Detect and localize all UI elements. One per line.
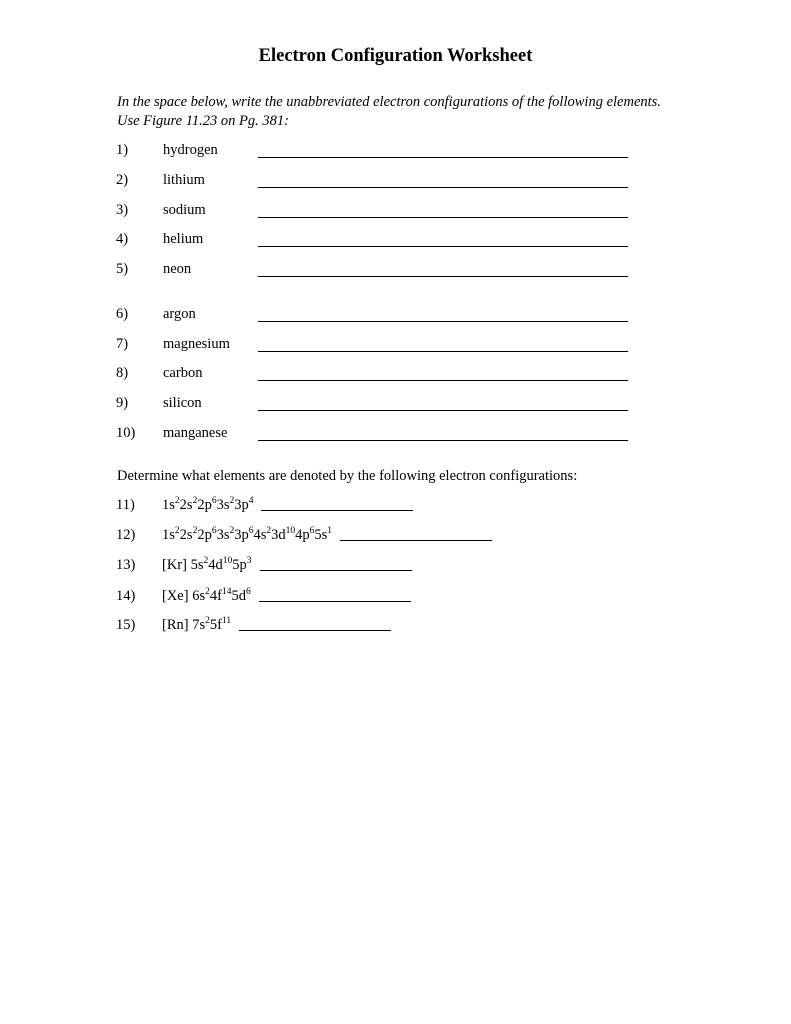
item-number: 8) (116, 365, 129, 381)
configuration-row (0, 557, 791, 579)
configuration-row (0, 527, 791, 549)
worksheet-title: Electron Configuration Worksheet (258, 46, 533, 66)
element-name: lithium (163, 172, 205, 188)
item-number: 4) (116, 231, 129, 247)
item-number: 3) (116, 202, 129, 218)
answer-line[interactable] (260, 570, 412, 571)
element-name: hydrogen (163, 142, 218, 158)
element-row (0, 306, 791, 328)
element-row (0, 231, 791, 253)
element-name: carbon (163, 365, 203, 381)
answer-line[interactable] (239, 630, 391, 631)
element-row (0, 142, 791, 164)
item-number: 6) (116, 306, 129, 322)
section2-heading: Determine what elements are denoted by the following electron configurations: (117, 468, 578, 484)
item-number: 1) (116, 142, 129, 158)
answer-line[interactable] (258, 246, 628, 247)
electron-configuration (162, 617, 391, 634)
element-row (0, 336, 791, 358)
answer-line[interactable] (258, 410, 628, 411)
item-number: 13) (116, 557, 136, 573)
configuration-row (0, 617, 791, 639)
element-row (0, 425, 791, 447)
element-name: neon (163, 261, 192, 277)
item-number: 5) (116, 261, 129, 277)
element-row (0, 365, 791, 387)
element-row (0, 172, 791, 194)
element-name: silicon (163, 395, 202, 411)
configuration-text: [Xe] $6s^24f^{14}5d^6$ (162, 587, 251, 604)
item-number: 11) (116, 497, 135, 513)
answer-line[interactable] (258, 187, 628, 188)
element-row (0, 202, 791, 224)
item-number: 10) (116, 425, 136, 441)
answer-line[interactable] (258, 276, 628, 277)
configuration-text: [Kr] $5s^24d^{10}5p^3$ (162, 556, 252, 573)
answer-line[interactable] (258, 351, 628, 352)
answer-line[interactable] (258, 440, 628, 441)
item-number: 2) (116, 172, 129, 188)
configuration-row (0, 588, 791, 610)
item-number: 9) (116, 395, 129, 411)
item-number: 7) (116, 336, 129, 352)
configuration-text: $1s^22s^22p^63s^23p^4$ (162, 496, 254, 513)
element-name: argon (163, 306, 196, 322)
answer-line[interactable] (258, 321, 628, 322)
configuration-text: [Rn] $7s^25f^{11}$ (162, 616, 232, 633)
answer-line[interactable] (258, 380, 628, 381)
element-name: sodium (163, 202, 206, 218)
configuration-text: $1s^22s^22p^63s^23p^64s^23d^{10}4p^65s^1$ (162, 526, 333, 543)
electron-configuration (162, 557, 412, 574)
element-name: helium (163, 231, 204, 247)
item-number: 15) (116, 617, 136, 633)
element-name: manganese (163, 425, 228, 441)
element-row (0, 395, 791, 417)
configuration-row (0, 497, 791, 519)
item-number: 14) (116, 588, 136, 604)
answer-line[interactable] (340, 540, 492, 541)
answer-line[interactable] (258, 157, 628, 158)
element-row (0, 261, 791, 283)
answer-line[interactable] (258, 217, 628, 218)
electron-configuration (162, 588, 411, 605)
electron-configuration (162, 497, 413, 514)
instructions-text: In the space below, write the unabbreviated electron configurations of the following elements. Use Figure 11.23 on Pg. 381: (117, 94, 661, 129)
element-name: magnesium (163, 336, 230, 352)
answer-line[interactable] (259, 601, 411, 602)
answer-line[interactable] (261, 510, 413, 511)
electron-configuration (162, 527, 492, 544)
item-number: 12) (116, 527, 136, 543)
